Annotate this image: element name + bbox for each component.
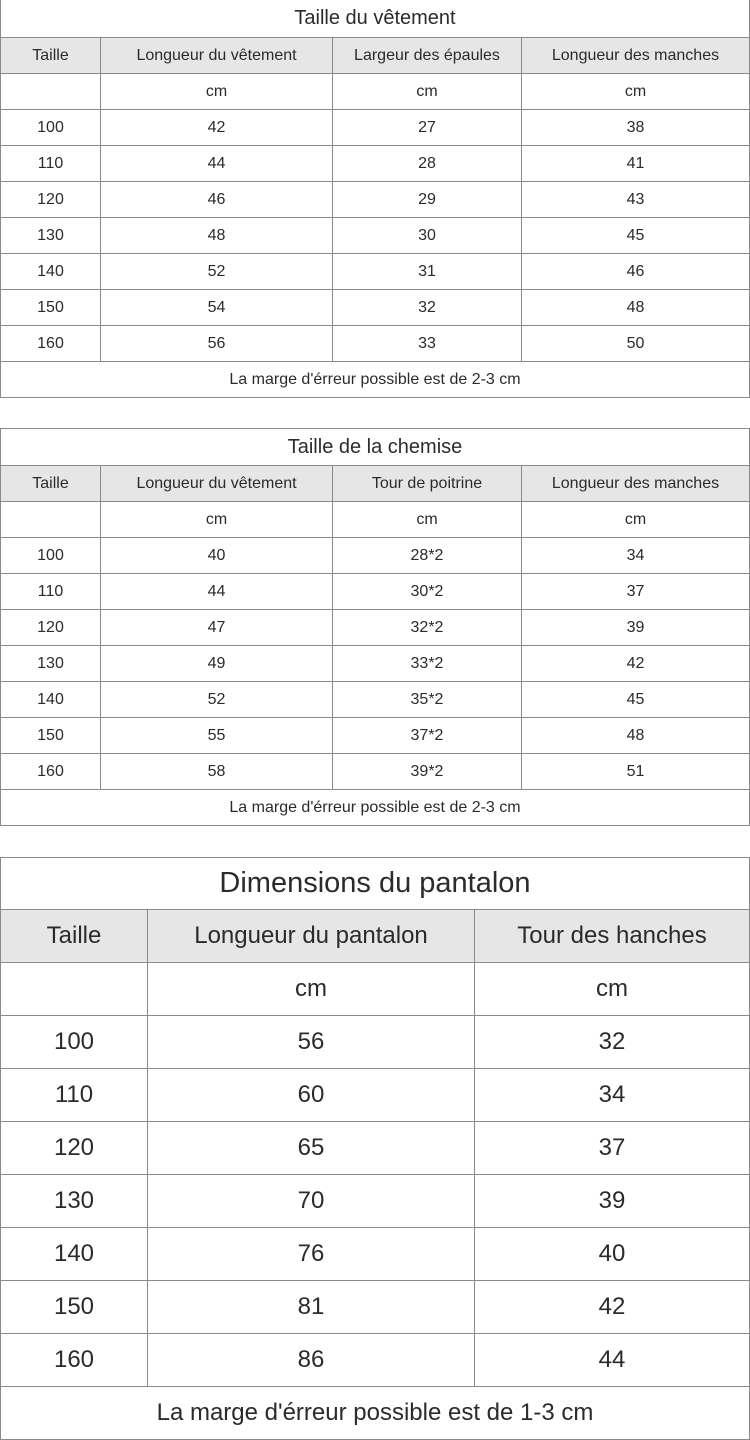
size-cell: 160 xyxy=(1,326,101,361)
value-cell: 52 xyxy=(101,682,333,717)
column-header: Largeur des épaules xyxy=(333,38,522,73)
value-cell: 44 xyxy=(101,574,333,609)
value-cell: 54 xyxy=(101,290,333,325)
size-cell: 140 xyxy=(1,682,101,717)
size-cell: 140 xyxy=(1,1228,148,1280)
value-cell: 30*2 xyxy=(333,574,522,609)
value-cell: 27 xyxy=(333,110,522,145)
value-cell: 46 xyxy=(626,262,645,280)
value-cell: 37 xyxy=(598,1134,626,1161)
unit-cell xyxy=(1,963,148,1015)
unit-cell xyxy=(1,74,101,109)
size-cell: 110 xyxy=(1,1069,148,1121)
value-cell: 45 xyxy=(626,690,645,708)
table-row xyxy=(0,1228,750,1281)
units-row xyxy=(0,502,750,538)
table-row xyxy=(0,182,750,218)
value-cell: 28*2 xyxy=(333,538,522,573)
value-cell: 32*2 xyxy=(333,610,522,645)
column-header: Longueur des manches xyxy=(551,474,720,492)
table-row xyxy=(0,110,750,146)
table-row xyxy=(0,610,750,646)
size-cell: 150 xyxy=(1,718,101,753)
table-row xyxy=(0,682,750,718)
value-cell: 42 xyxy=(101,110,333,145)
size-cell: 160 xyxy=(1,1334,148,1386)
size-cell: 100 xyxy=(1,110,101,145)
table-row xyxy=(0,1334,750,1387)
size-cell: 100 xyxy=(1,1016,148,1068)
value-cell: 28 xyxy=(333,146,522,181)
size-cell: 140 xyxy=(1,254,101,289)
header-row xyxy=(0,466,750,502)
size-cell: 160 xyxy=(1,754,101,789)
value-cell: 34 xyxy=(626,546,645,564)
value-cell: 37 xyxy=(626,582,645,600)
column-header: Longueur du vêtement xyxy=(101,466,333,501)
units-row xyxy=(0,74,750,110)
value-cell: 47 xyxy=(101,610,333,645)
value-cell: 48 xyxy=(101,218,333,253)
column-header: Taille xyxy=(1,910,148,962)
value-cell: 32 xyxy=(333,290,522,325)
value-cell: 30 xyxy=(333,218,522,253)
table-row xyxy=(0,754,750,790)
value-cell: 42 xyxy=(598,1293,626,1320)
header-row xyxy=(0,910,750,963)
value-cell: 33*2 xyxy=(333,646,522,681)
value-cell: 81 xyxy=(148,1281,475,1333)
value-cell: 65 xyxy=(148,1122,475,1174)
error-margin-note: La marge d'érreur possible est de 2-3 cm xyxy=(0,362,750,398)
column-header: Taille xyxy=(1,466,101,501)
value-cell: 31 xyxy=(333,254,522,289)
table-row xyxy=(0,218,750,254)
column-header: Longueur du vêtement xyxy=(101,38,333,73)
pants-size-table xyxy=(0,857,750,1440)
value-cell: 76 xyxy=(148,1228,475,1280)
table-row xyxy=(0,1069,750,1122)
table-row xyxy=(0,1281,750,1334)
value-cell: 52 xyxy=(101,254,333,289)
table-row xyxy=(0,646,750,682)
unit-cell xyxy=(1,502,101,537)
unit-cell: cm xyxy=(333,74,522,109)
table-row xyxy=(0,1122,750,1175)
header-row xyxy=(0,38,750,74)
column-header: Longueur des manches xyxy=(551,46,720,64)
size-cell: 110 xyxy=(1,146,101,181)
size-cell: 130 xyxy=(1,1175,148,1227)
error-margin-note: La marge d'érreur possible est de 2-3 cm xyxy=(0,790,750,826)
unit-cell: cm xyxy=(101,74,333,109)
value-cell: 37*2 xyxy=(333,718,522,753)
value-cell: 51 xyxy=(626,762,645,780)
unit-cell: cm xyxy=(333,502,522,537)
shirt-size-table xyxy=(0,428,750,826)
value-cell: 56 xyxy=(148,1016,475,1068)
value-cell: 40 xyxy=(598,1240,626,1267)
table-row xyxy=(0,1175,750,1228)
value-cell: 60 xyxy=(148,1069,475,1121)
error-margin-note: La marge d'érreur possible est de 1-3 cm xyxy=(0,1387,750,1440)
value-cell: 42 xyxy=(626,654,645,672)
size-cell: 120 xyxy=(1,610,101,645)
table-title: Taille du vêtement xyxy=(0,0,750,38)
value-cell: 38 xyxy=(626,118,645,136)
value-cell: 43 xyxy=(626,190,645,208)
table-title: Dimensions du pantalon xyxy=(0,857,750,910)
value-cell: 44 xyxy=(101,146,333,181)
value-cell: 40 xyxy=(101,538,333,573)
unit-cell: cm xyxy=(101,502,333,537)
size-cell: 150 xyxy=(1,290,101,325)
value-cell: 50 xyxy=(626,334,645,352)
unit-cell: cm xyxy=(148,963,475,1015)
value-cell: 58 xyxy=(101,754,333,789)
table-row xyxy=(0,146,750,182)
table-row xyxy=(0,538,750,574)
value-cell: 55 xyxy=(101,718,333,753)
value-cell: 41 xyxy=(626,154,645,172)
table-row xyxy=(0,1016,750,1069)
value-cell: 44 xyxy=(598,1346,626,1373)
value-cell: 35*2 xyxy=(333,682,522,717)
table-row xyxy=(0,326,750,362)
value-cell: 48 xyxy=(626,298,645,316)
table-row xyxy=(0,574,750,610)
value-cell: 32 xyxy=(598,1028,626,1055)
value-cell: 49 xyxy=(101,646,333,681)
column-header: Longueur du pantalon xyxy=(148,910,475,962)
unit-cell: cm xyxy=(624,510,647,528)
value-cell: 45 xyxy=(626,226,645,244)
value-cell: 70 xyxy=(148,1175,475,1227)
unit-cell: cm xyxy=(596,975,628,1002)
table-row xyxy=(0,290,750,326)
unit-cell: cm xyxy=(624,82,647,100)
size-cell: 120 xyxy=(1,1122,148,1174)
table-row xyxy=(0,718,750,754)
size-cell: 110 xyxy=(1,574,101,609)
value-cell: 39 xyxy=(626,618,645,636)
column-header: Tour de poitrine xyxy=(333,466,522,501)
value-cell: 29 xyxy=(333,182,522,217)
column-header: Taille xyxy=(1,38,101,73)
value-cell: 48 xyxy=(626,726,645,744)
size-cell: 120 xyxy=(1,182,101,217)
value-cell: 34 xyxy=(598,1081,626,1108)
size-cell: 100 xyxy=(1,538,101,573)
column-header: Tour des hanches xyxy=(517,922,707,949)
table-title: Taille de la chemise xyxy=(0,428,750,466)
value-cell: 39 xyxy=(598,1187,626,1214)
garment-size-table xyxy=(0,0,750,398)
size-cell: 130 xyxy=(1,646,101,681)
value-cell: 86 xyxy=(148,1334,475,1386)
units-row xyxy=(0,963,750,1016)
size-cell: 130 xyxy=(1,218,101,253)
value-cell: 46 xyxy=(101,182,333,217)
value-cell: 33 xyxy=(333,326,522,361)
value-cell: 39*2 xyxy=(333,754,522,789)
size-cell: 150 xyxy=(1,1281,148,1333)
value-cell: 56 xyxy=(101,326,333,361)
table-row xyxy=(0,254,750,290)
